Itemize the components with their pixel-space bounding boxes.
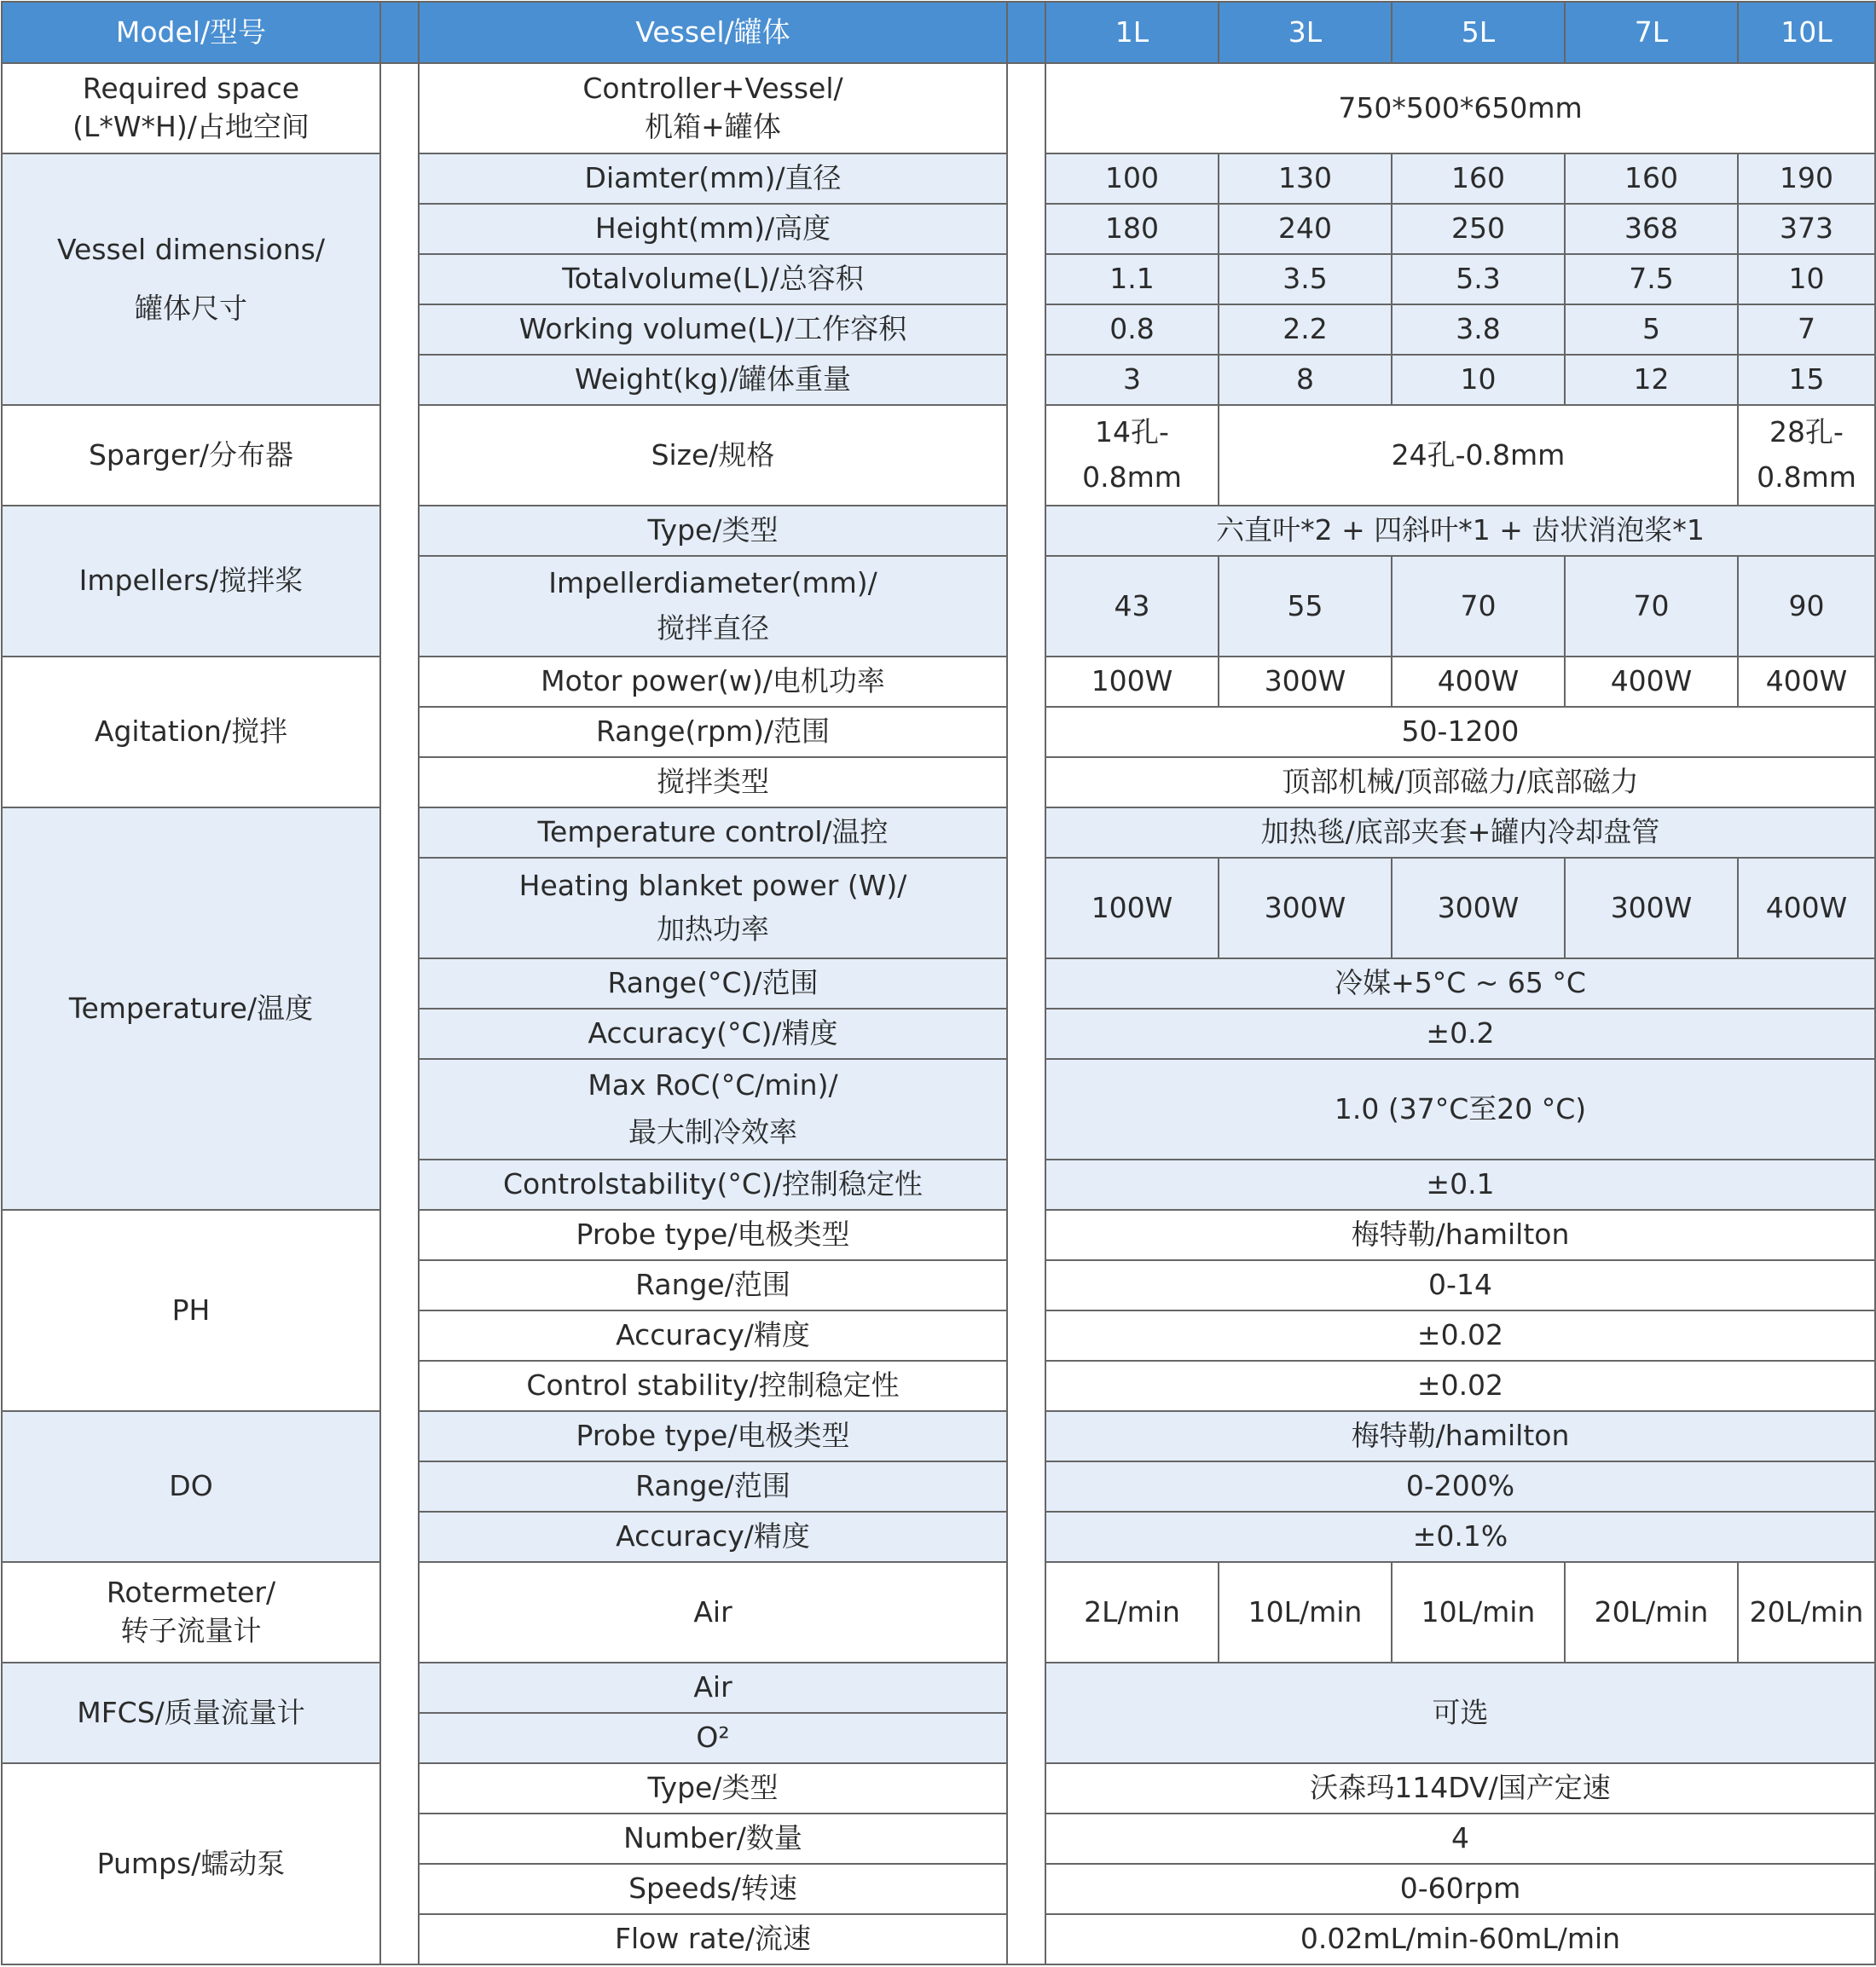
cell-value: 沃森玛114DV/国产定速 xyxy=(1045,1763,1875,1814)
table-row xyxy=(2,1562,1875,1663)
cell-value: 190 xyxy=(1738,153,1875,204)
group-mfcs: MFCS/质量流量计 xyxy=(2,1663,380,1763)
group-ph: PH xyxy=(2,1210,380,1411)
group-rotameter: Rotermeter/ 转子流量计 xyxy=(2,1562,380,1663)
table-row xyxy=(2,1210,1875,1260)
row-label: Air xyxy=(419,1663,1007,1713)
cell-value: 400W xyxy=(1738,858,1875,958)
cell-value: 梅特勒/hamilton xyxy=(1045,1411,1875,1461)
cell-value: ±0.1% xyxy=(1045,1512,1875,1562)
row-label: Motor power(w)/电机功率 xyxy=(419,657,1007,707)
table-row xyxy=(2,1663,1875,1713)
table-row xyxy=(2,63,1875,153)
spec-table xyxy=(1,1,1876,1965)
cell-value: 1.0 (37°C至20 °C) xyxy=(1045,1059,1875,1160)
cell-value: ±0.1 xyxy=(1045,1160,1875,1210)
cell-value: 1.1 xyxy=(1045,254,1219,304)
column-gap xyxy=(380,63,419,1964)
row-label: Weight(kg)/罐体重量 xyxy=(419,355,1007,405)
cell-value: 43 xyxy=(1045,556,1219,657)
cell-value: 55 xyxy=(1219,556,1392,657)
row-label: Type/类型 xyxy=(419,506,1007,556)
cell-value: ±0.02 xyxy=(1045,1310,1875,1361)
row-label: Probe type/电极类型 xyxy=(419,1411,1007,1461)
cell-value: 0.8 xyxy=(1045,304,1219,355)
row-label: Probe type/电极类型 xyxy=(419,1210,1007,1260)
cell-value: 3.8 xyxy=(1392,304,1565,355)
group-agitation: Agitation/搅拌 xyxy=(2,657,380,807)
header-size-1l: 1L xyxy=(1045,2,1219,63)
cell-value: 2.2 xyxy=(1219,304,1392,355)
row-label: Accuracy(°C)/精度 xyxy=(419,1009,1007,1059)
header-size-10l: 10L xyxy=(1738,2,1875,63)
cell-value: 0-14 xyxy=(1045,1260,1875,1310)
group-vessel-dimensions: Vessel dimensions/ 罐体尺寸 xyxy=(2,153,380,405)
row-label: Size/规格 xyxy=(419,405,1007,506)
cell-value: 24孔-0.8mm xyxy=(1219,405,1738,506)
cell-value: 8 xyxy=(1219,355,1392,405)
cell-value: 750*500*650mm xyxy=(1045,63,1875,153)
row-label: Air xyxy=(419,1562,1007,1663)
cell-value: 冷媒+5°C ~ 65 °C xyxy=(1045,958,1875,1009)
cell-value: 368 xyxy=(1565,204,1738,254)
group-required-space: Required space (L*W*H)/占地空间 xyxy=(2,63,380,153)
header-size-7l: 7L xyxy=(1565,2,1738,63)
cell-value: 180 xyxy=(1045,204,1219,254)
group-sparger: Sparger/分布器 xyxy=(2,405,380,506)
cell-value: 90 xyxy=(1738,556,1875,657)
row-label: Speeds/转速 xyxy=(419,1864,1007,1914)
row-label: Temperature control/温控 xyxy=(419,807,1007,858)
table-row xyxy=(2,1411,1875,1461)
cell-value: 10 xyxy=(1738,254,1875,304)
column-gap xyxy=(1007,2,1045,63)
cell-value: 7.5 xyxy=(1565,254,1738,304)
table-row xyxy=(2,153,1875,204)
group-do: DO xyxy=(2,1411,380,1562)
row-label: Flow rate/流速 xyxy=(419,1914,1007,1964)
cell-value: ±0.02 xyxy=(1045,1361,1875,1411)
row-label: Control stability/控制稳定性 xyxy=(419,1361,1007,1411)
cell-value: 400W xyxy=(1738,657,1875,707)
group-pumps: Pumps/蠕动泵 xyxy=(2,1763,380,1964)
group-impellers: Impellers/搅拌桨 xyxy=(2,506,380,657)
table-row xyxy=(2,405,1875,506)
row-label: Accuracy/精度 xyxy=(419,1512,1007,1562)
cell-value: 2L/min xyxy=(1045,1562,1219,1663)
cell-value: 400W xyxy=(1565,657,1738,707)
row-label: Range(rpm)/范围 xyxy=(419,707,1007,757)
table-row xyxy=(2,1763,1875,1814)
cell-value: 250 xyxy=(1392,204,1565,254)
cell-value: 400W xyxy=(1392,657,1565,707)
row-label: Controlstability(°C)/控制稳定性 xyxy=(419,1160,1007,1210)
cell-value: 15 xyxy=(1738,355,1875,405)
cell-value: 300W xyxy=(1565,858,1738,958)
column-gap xyxy=(380,2,419,63)
cell-value: 六直叶*2 + 四斜叶*1 + 齿状消泡桨*1 xyxy=(1045,506,1875,556)
cell-value: 14孔- 0.8mm xyxy=(1045,405,1219,506)
row-label: Height(mm)/高度 xyxy=(419,204,1007,254)
row-label: Range/范围 xyxy=(419,1260,1007,1310)
cell-value: 300W xyxy=(1219,657,1392,707)
cell-value: 28孔- 0.8mm xyxy=(1738,405,1875,506)
row-label: Accuracy/精度 xyxy=(419,1310,1007,1361)
row-label: Heating blanket power (W)/ 加热功率 xyxy=(419,858,1007,958)
row-label: Impellerdiameter(mm)/ 搅拌直径 xyxy=(419,556,1007,657)
cell-value: 100W xyxy=(1045,858,1219,958)
cell-value: 20L/min xyxy=(1738,1562,1875,1663)
table-row xyxy=(2,807,1875,858)
cell-value: 3 xyxy=(1045,355,1219,405)
cell-value: 240 xyxy=(1219,204,1392,254)
row-label: Range/范围 xyxy=(419,1461,1007,1512)
cell-value: 100 xyxy=(1045,153,1219,204)
cell-value: 160 xyxy=(1565,153,1738,204)
cell-value: 10L/min xyxy=(1219,1562,1392,1663)
group-temperature: Temperature/温度 xyxy=(2,807,380,1210)
cell-value: 顶部机械/顶部磁力/底部磁力 xyxy=(1045,757,1875,807)
row-label: O² xyxy=(419,1713,1007,1763)
cell-value: 70 xyxy=(1565,556,1738,657)
cell-value: 可选 xyxy=(1045,1663,1875,1763)
row-label: Totalvolume(L)/总容积 xyxy=(419,254,1007,304)
table-row xyxy=(2,657,1875,707)
cell-value: 10L/min xyxy=(1392,1562,1565,1663)
header-model: Model/型号 xyxy=(2,2,380,63)
cell-value: 4 xyxy=(1045,1814,1875,1864)
cell-value: 0-200% xyxy=(1045,1461,1875,1512)
column-gap xyxy=(1007,63,1045,1964)
cell-value: 300W xyxy=(1392,858,1565,958)
row-label: Diamter(mm)/直径 xyxy=(419,153,1007,204)
cell-value: 7 xyxy=(1738,304,1875,355)
cell-value: 50-1200 xyxy=(1045,707,1875,757)
cell-value: 加热毯/底部夹套+罐内冷却盘管 xyxy=(1045,807,1875,858)
cell-value: 0-60rpm xyxy=(1045,1864,1875,1914)
cell-value: ±0.2 xyxy=(1045,1009,1875,1059)
cell-value: 300W xyxy=(1219,858,1392,958)
header-size-3l: 3L xyxy=(1219,2,1392,63)
header-row xyxy=(2,2,1875,63)
row-label: Working volume(L)/工作容积 xyxy=(419,304,1007,355)
row-label: Controller+Vessel/ 机箱+罐体 xyxy=(419,63,1007,153)
cell-value: 12 xyxy=(1565,355,1738,405)
row-label: Max RoC(°C/min)/ 最大制冷效率 xyxy=(419,1059,1007,1160)
row-label: Number/数量 xyxy=(419,1814,1007,1864)
header-vessel: Vessel/罐体 xyxy=(419,2,1007,63)
cell-value: 3.5 xyxy=(1219,254,1392,304)
header-size-5l: 5L xyxy=(1392,2,1565,63)
table-row xyxy=(2,506,1875,556)
cell-value: 0.02mL/min-60mL/min xyxy=(1045,1914,1875,1964)
row-label: Range(°C)/范围 xyxy=(419,958,1007,1009)
cell-value: 100W xyxy=(1045,657,1219,707)
cell-value: 70 xyxy=(1392,556,1565,657)
row-label: Type/类型 xyxy=(419,1763,1007,1814)
cell-value: 130 xyxy=(1219,153,1392,204)
cell-value: 梅特勒/hamilton xyxy=(1045,1210,1875,1260)
cell-value: 373 xyxy=(1738,204,1875,254)
cell-value: 160 xyxy=(1392,153,1565,204)
cell-value: 10 xyxy=(1392,355,1565,405)
cell-value: 20L/min xyxy=(1565,1562,1738,1663)
cell-value: 5 xyxy=(1565,304,1738,355)
row-label: 搅拌类型 xyxy=(419,757,1007,807)
cell-value: 5.3 xyxy=(1392,254,1565,304)
